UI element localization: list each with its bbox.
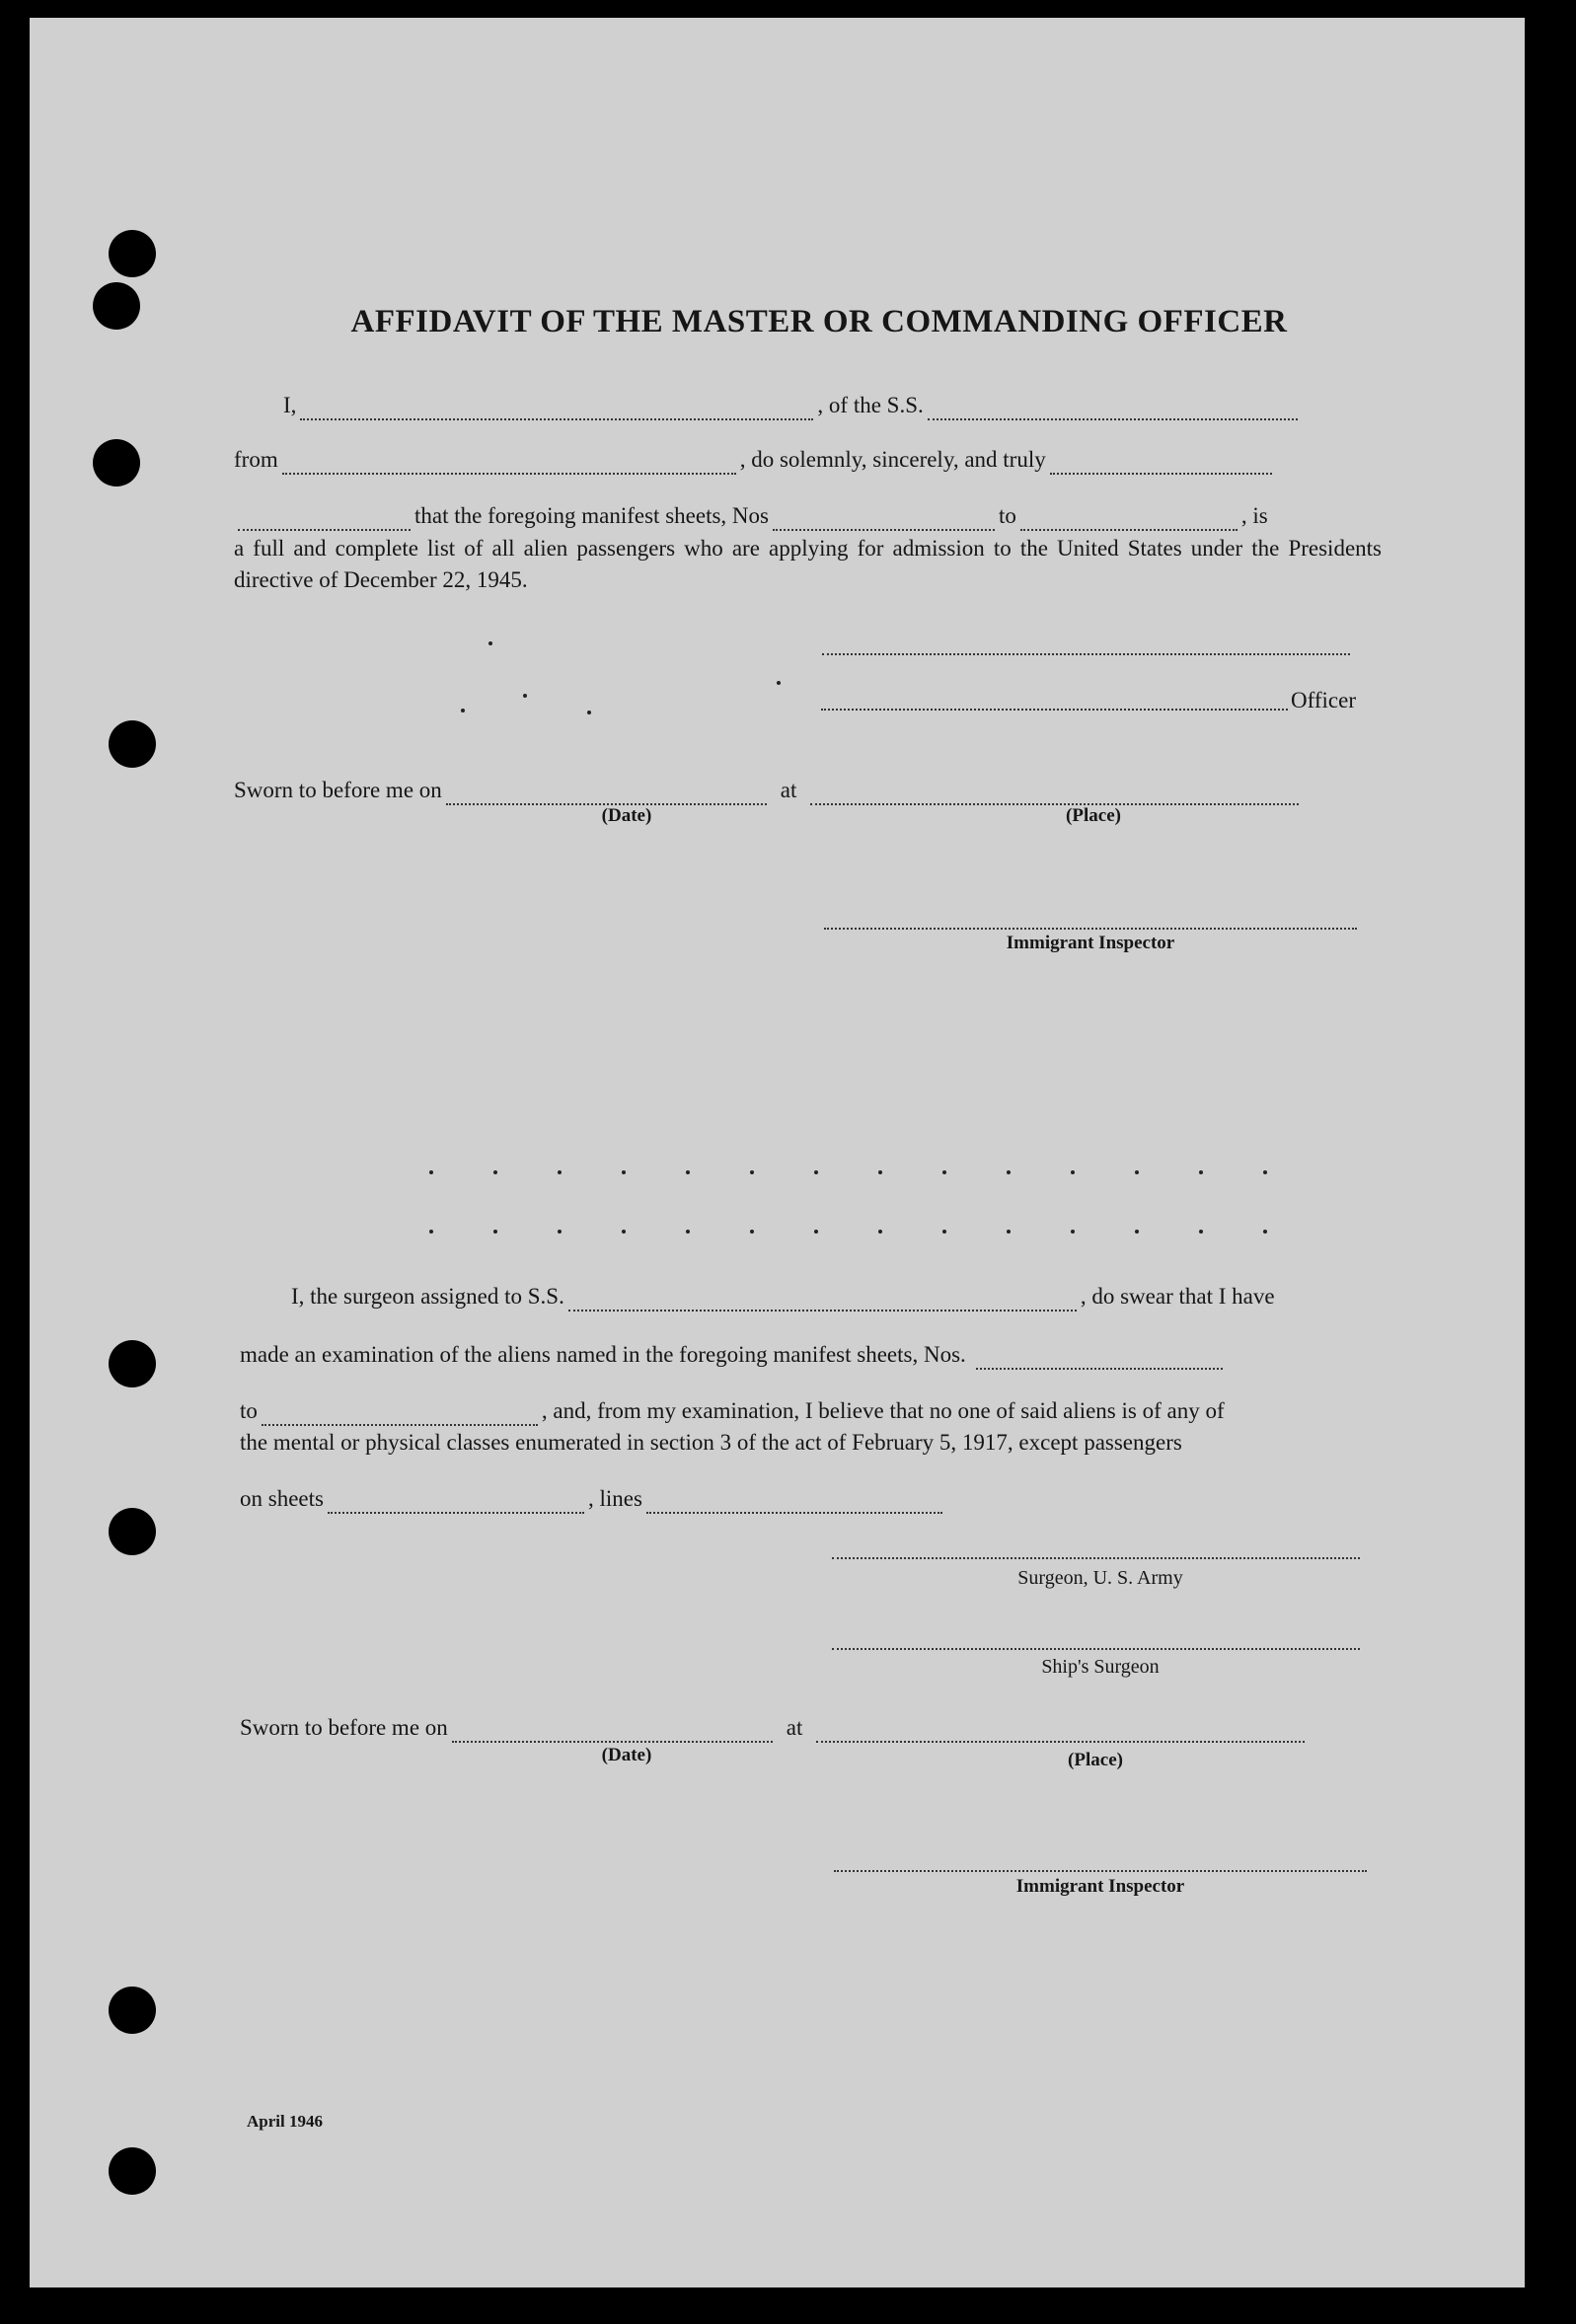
scan-speck xyxy=(942,1170,946,1174)
scan-speck xyxy=(777,681,781,685)
scan-speck xyxy=(1263,1170,1267,1174)
punch-hole xyxy=(109,1987,156,2034)
master-sworn-place-field[interactable] xyxy=(810,782,1299,805)
surgeon-sheets-to-field[interactable] xyxy=(262,1402,538,1426)
master-sworn-line: Sworn to before me on at xyxy=(234,776,1384,805)
sheets-to-field[interactable] xyxy=(1020,507,1238,531)
scan-speck xyxy=(686,1170,690,1174)
master-line-3: that the foregoing manifest sheets, Nos to , is xyxy=(234,501,1382,531)
master-inspector-signature-line[interactable] xyxy=(824,926,1357,930)
surgeon-ship-field[interactable] xyxy=(568,1288,1077,1312)
scan-speck xyxy=(558,1170,562,1174)
master-line-2: from , do solemnly, sincerely, and truly xyxy=(234,445,1382,475)
form-title: AFFIDAVIT OF THE MASTER OR COMMANDING OFFICER xyxy=(350,304,1288,339)
master-signature-line[interactable] xyxy=(822,651,1350,655)
surgeon-inspector-caption: Immigrant Inspector xyxy=(1015,1876,1185,1897)
declare-field[interactable] xyxy=(238,507,411,531)
oath-field[interactable] xyxy=(1050,451,1272,475)
scan-speck xyxy=(429,1230,433,1234)
scan-speck xyxy=(523,694,527,698)
scan-speck xyxy=(493,1170,497,1174)
scan-speck xyxy=(1071,1230,1075,1234)
scan-speck xyxy=(814,1170,818,1174)
scan-speck xyxy=(587,711,591,714)
surgeon-sworn-place-field[interactable] xyxy=(816,1719,1305,1743)
scan-speck xyxy=(814,1230,818,1234)
punch-hole xyxy=(109,2147,156,2195)
surgeon-line-2: made an examination of the aliens named in the foregoing manifest sheets, Nos. xyxy=(240,1340,1389,1370)
surgeon-sworn-date-field[interactable] xyxy=(452,1719,773,1743)
scan-speck xyxy=(878,1230,882,1234)
surgeon-except-lines-field[interactable] xyxy=(646,1490,942,1514)
scan-speck xyxy=(622,1170,626,1174)
form-revision-date: April 1946 xyxy=(247,2112,323,2131)
master-name-field[interactable] xyxy=(300,397,813,420)
surgeon-line-4: the mental or physical classes enumerated in section 3 of the act of February 5, 1917, except passengers xyxy=(240,1430,1182,1455)
surgeon-line-5: on sheets , lines xyxy=(240,1484,1029,1514)
scan-speck xyxy=(1007,1170,1011,1174)
scan-speck xyxy=(488,641,492,645)
scan-speck xyxy=(1199,1170,1203,1174)
surgeon-sworn-line: Sworn to before me on at xyxy=(240,1713,1389,1743)
master-statement: a full and complete list of all alien passengers who are applying for admission to the United States under the Presidents directive of December 22, 1945. xyxy=(234,536,1382,592)
surgeon-date-caption: (Date) xyxy=(601,1745,652,1765)
scan-speck xyxy=(1199,1230,1203,1234)
punch-hole xyxy=(93,282,140,330)
from-port-field[interactable] xyxy=(282,451,736,475)
master-date-caption: (Date) xyxy=(601,805,652,826)
scan-speck xyxy=(1135,1230,1139,1234)
scan-speck xyxy=(878,1170,882,1174)
ship-name-field[interactable] xyxy=(928,397,1298,420)
surgeon-line-1: I, the surgeon assigned to S.S. , do swear that I have xyxy=(291,1282,1389,1312)
scan-speck xyxy=(622,1230,626,1234)
punch-hole xyxy=(109,230,156,277)
scan-speck xyxy=(1071,1170,1075,1174)
scan-speck xyxy=(942,1230,946,1234)
surgeon-line-3: to , and, from my examination, I believe that no one of said aliens is of any of xyxy=(240,1396,1389,1426)
master-place-caption: (Place) xyxy=(1066,805,1121,826)
army-surgeon-caption: Surgeon, U. S. Army xyxy=(1017,1567,1183,1589)
form-sheet xyxy=(30,18,1525,2287)
army-surgeon-signature-line[interactable] xyxy=(832,1555,1360,1559)
surgeon-place-caption: (Place) xyxy=(1068,1750,1123,1770)
surgeon-inspector-signature-line[interactable] xyxy=(834,1868,1367,1872)
master-inspector-caption: Immigrant Inspector xyxy=(1006,933,1175,953)
scan-speck xyxy=(1007,1230,1011,1234)
punch-hole xyxy=(109,1340,156,1387)
punch-hole xyxy=(109,1508,156,1555)
ship-surgeon-caption: Ship's Surgeon xyxy=(1041,1656,1160,1678)
sheets-from-field[interactable] xyxy=(773,507,995,531)
scan-speck xyxy=(429,1170,433,1174)
scan-speck xyxy=(461,709,465,712)
master-sworn-date-field[interactable] xyxy=(446,782,767,805)
scan-speck xyxy=(1263,1230,1267,1234)
surgeon-except-sheets-field[interactable] xyxy=(328,1490,584,1514)
officer-title-line[interactable] xyxy=(821,707,1288,711)
punch-hole xyxy=(109,720,156,768)
scan-speck xyxy=(750,1230,754,1234)
master-line-1: I, , of the S.S. xyxy=(283,391,1382,420)
scan-speck xyxy=(558,1230,562,1234)
ship-surgeon-signature-line[interactable] xyxy=(832,1646,1360,1650)
officer-label: Officer xyxy=(1291,688,1356,712)
scan-speck xyxy=(493,1230,497,1234)
surgeon-sheets-from-field[interactable] xyxy=(976,1346,1223,1370)
scan-speck xyxy=(750,1170,754,1174)
punch-hole xyxy=(93,439,140,487)
scan-speck xyxy=(686,1230,690,1234)
scan-speck xyxy=(1135,1170,1139,1174)
